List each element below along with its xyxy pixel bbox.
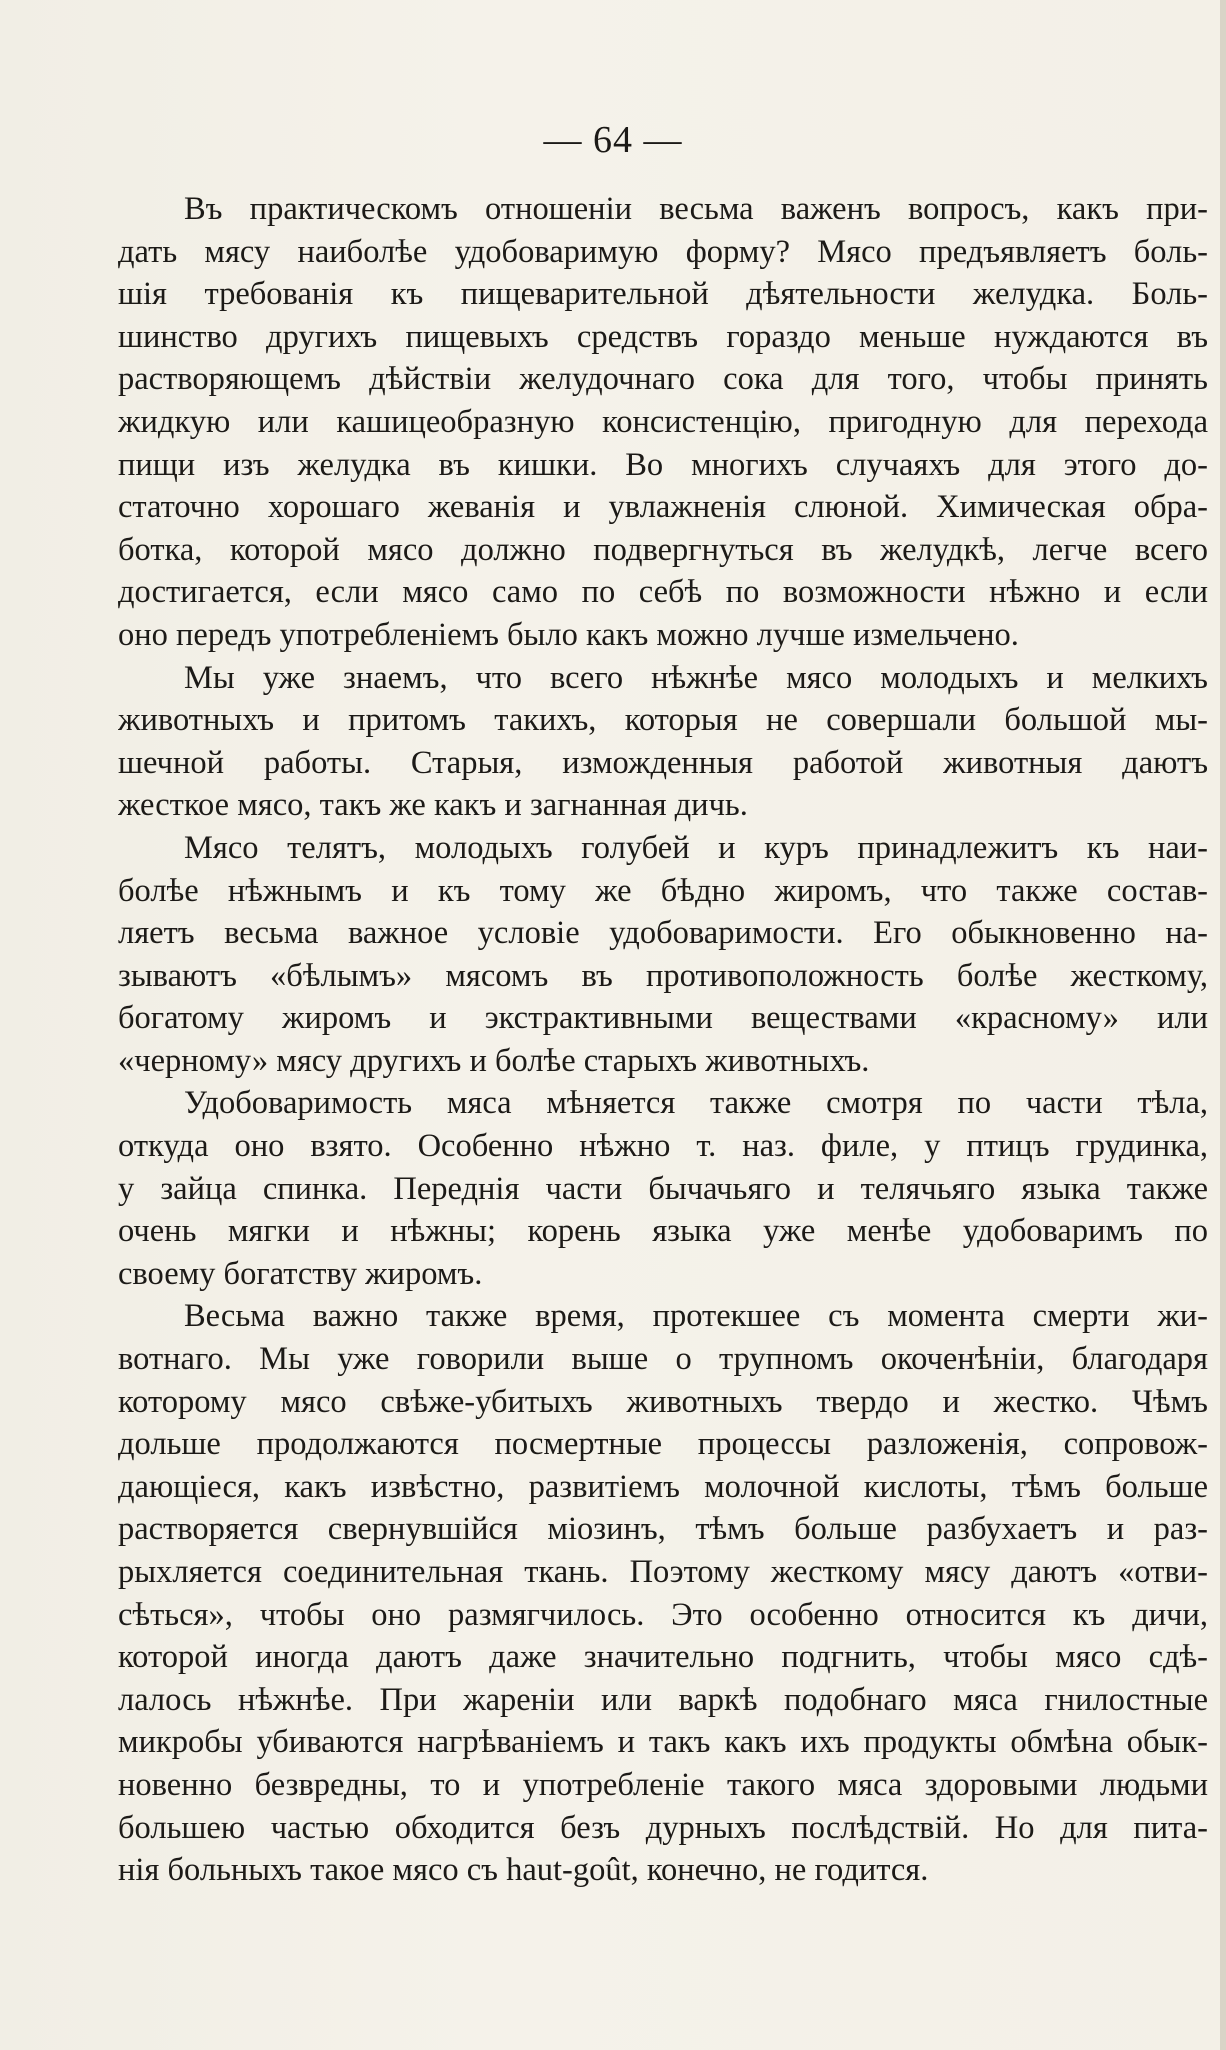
text-line: ляетъ весьма важное условіе удобоваримости. Его обыкновенно на- — [118, 915, 1208, 952]
text-line: зываютъ «бѣлымъ» мясомъ въ противоположность болѣе жесткому, — [118, 957, 1208, 994]
paragraph-3 — [118, 827, 1208, 1083]
text-line: своему богатству жиромъ. — [118, 1255, 483, 1292]
paragraph-2 — [118, 657, 1208, 827]
text-line: богатому жиромъ и экстрактивными веществами «красному» или — [118, 1000, 1208, 1037]
text-line: новенно безвредны, то и употребленіе такого мяса здоровыми людьми — [118, 1766, 1208, 1803]
text-line: откуда оно взято. Особенно нѣжно т. наз. филе, у птицъ грудинка, — [118, 1128, 1208, 1165]
text-line: дающіеся, какъ извѣстно, развитіемъ молочной кислоты, тѣмъ больше — [118, 1468, 1208, 1505]
text-line: животныхъ и притомъ такихъ, которыя не совершали большой мы- — [118, 702, 1208, 739]
text-line: растворяющемъ дѣйствіи желудочнаго сока для того, чтобы принять — [118, 361, 1208, 398]
text-line: дать мясу наиболѣе удобоваримую форму? Мясо предъявляетъ боль- — [118, 233, 1208, 270]
text-line: шечной работы. Старыя, изможденныя работой животныя даютъ — [118, 744, 1208, 781]
text-line: которому мясо свѣже-убитыхъ животныхъ твердо и жестко. Чѣмъ — [118, 1383, 1208, 1420]
text-line: рыхляется соединительная ткань. Поэтому жесткому мясу даютъ «отви- — [118, 1554, 1208, 1590]
text-line: «черному» мясу другихъ и болѣе старыхъ животныхъ. — [118, 1042, 870, 1079]
text-line: сѣться», чтобы оно размягчилось. Это особенно относится къ дичи, — [118, 1596, 1208, 1633]
text-line: Мы уже знаемъ, что всего нѣжнѣе мясо молодыхъ и мелкихъ — [184, 659, 1208, 696]
page-number: — 64 — — [543, 119, 683, 161]
text-line: дольше продолжаются посмертные процессы разложенія, сопровож- — [118, 1426, 1208, 1463]
text-line: оно передъ употребленіемъ было какъ можно лучше измельчено. — [118, 616, 1019, 653]
text-line: болѣе нѣжнымъ и къ тому же бѣдно жиромъ, что также состав- — [118, 872, 1208, 909]
body-text — [118, 188, 1208, 1892]
text-line: большею частью обходится безъ дурныхъ послѣдствій. Но для пита- — [118, 1809, 1208, 1846]
paragraph-1 — [118, 188, 1208, 657]
paragraph-4 — [118, 1082, 1208, 1295]
text-line: статочно хорошаго жеванія и увлажненія слюной. Химическая обра- — [118, 489, 1208, 526]
text-line: которой иногда даютъ даже значительно подгнить, чтобы мясо сдѣ- — [118, 1639, 1208, 1676]
text-line: вотнаго. Мы уже говорили выше о трупномъ окоченѣніи, благодаря — [118, 1341, 1208, 1378]
text-line: жесткое мясо, такъ же какъ и загнанная дичь. — [118, 787, 748, 824]
text-line: шія требованія къ пищеварительной дѣятельности желудка. Боль- — [118, 276, 1208, 313]
text-line: растворяется свернувшійся міозинъ, тѣмъ больше разбухаетъ и раз- — [118, 1511, 1208, 1548]
text-line: шинство другихъ пищевыхъ средствъ гораздо меньше нуждаются въ — [118, 318, 1208, 355]
text-line: пищи изъ желудка въ кишки. Во многихъ случаяхъ для этого до- — [118, 446, 1208, 483]
text-line: ботка, которой мясо должно подвергнуться въ желудкѣ, легче всего — [118, 531, 1208, 568]
text-line: Мясо телятъ, молодыхъ голубей и куръ принадлежитъ къ наи- — [184, 829, 1208, 866]
text-line: достигается, если мясо само по себѣ по возможности нѣжно и если — [118, 574, 1208, 611]
page-edge — [1220, 0, 1226, 2050]
text-line: Въ практическомъ отношеніи весьма важенъ вопросъ, какъ при- — [184, 191, 1208, 227]
text-line: Весьма важно также время, протекшее съ момента смерти жи- — [184, 1298, 1208, 1335]
paragraph-5 — [118, 1295, 1208, 1891]
text-line: очень мягки и нѣжны; корень языка уже менѣе удобоваримъ по — [118, 1213, 1208, 1250]
text-line: у зайца спинка. Переднія части бычачьяго и телячьяго языка также — [118, 1170, 1208, 1207]
text-line: Удобоваримость мяса мѣняется также смотря по части тѣла, — [184, 1085, 1208, 1122]
text-line: жидкую или кашицеобразную консистенцію, пригодную для перехода — [118, 403, 1208, 440]
text-line: нія больныхъ такое мясо съ haut-goût, конечно, не годится. — [118, 1852, 929, 1889]
text-line: лалось нѣжнѣе. При жареніи или варкѣ подобнаго мяса гнилостные — [118, 1681, 1208, 1718]
text-line: микробы убиваются нагрѣваніемъ и такъ какъ ихъ продукты обмѣна обык- — [118, 1724, 1208, 1761]
